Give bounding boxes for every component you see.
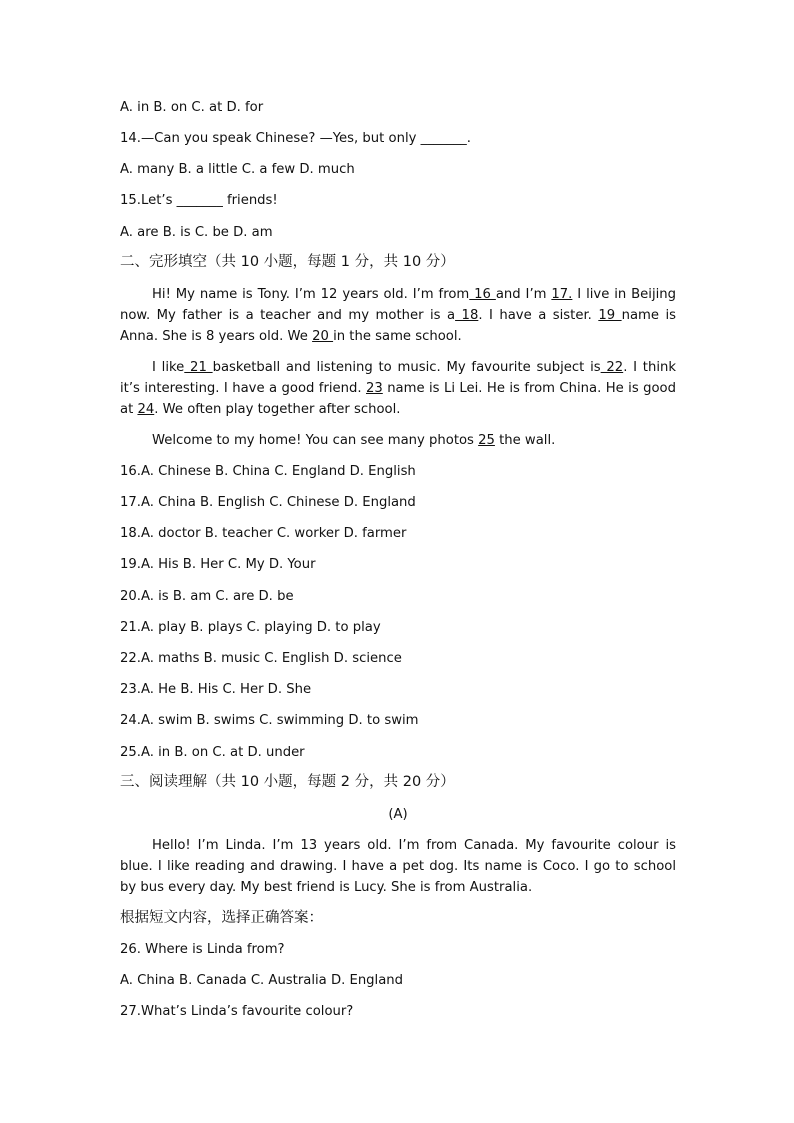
blank-17: 17.: [551, 287, 573, 302]
q14-stem: 14.—Can you speak Chinese? —Yes, but only _______.: [120, 131, 471, 146]
blank-19: 19: [598, 308, 622, 323]
q15-options: A. are B. is C. be D. am: [120, 225, 273, 240]
option-line-20: 20.A. is B. am C. are D. be: [120, 589, 294, 604]
q14-options: A. many B. a little C. a few D. much: [120, 162, 355, 177]
blank-16: 16: [469, 287, 496, 302]
q15-stem: 15.Let’s _______ friends!: [120, 193, 278, 208]
blank-21: 21: [184, 360, 213, 375]
blank-18: 18: [455, 308, 479, 323]
section3-heading: 三、阅读理解（共 10 小题，每题 2 分，共 20 分）: [120, 774, 455, 790]
section2-heading: 二、完形填空（共 10 小题，每题 1 分，共 10 分）: [120, 254, 455, 270]
cloze-paragraph-1: Hi! My name is Tony. I’m 12 years old. I’m from 16 and I’m 17. I live in Beijing now. My father is a teacher and my mother is a 18. I have a sister. 19 name is Anna. She is 8 years old. We 20 in the same school.: [120, 287, 677, 344]
blank-22: 22: [600, 360, 624, 375]
option-line-24: 24.A. swim B. swims C. swimming D. to swim: [120, 713, 419, 728]
option-line-25: 25.A. in B. on C. at D. under: [120, 745, 305, 760]
blank-20: 20: [312, 329, 334, 344]
option-line-17: 17.A. China B. English C. Chinese D. England: [120, 495, 416, 510]
cloze-paragraph-3: Welcome to my home! You can see many photos 25 the wall.: [152, 433, 556, 448]
passage-label: (A): [388, 807, 408, 822]
reading-passage: Hello! I’m Linda. I’m 13 years old. I’m from Canada. My favourite colour is blue. I like reading and drawing. I have a pet dog. Its name is Coco. I go to school by bus every day. My best friend is Lucy. She is from Australia.: [120, 838, 676, 895]
blank-25: 25: [478, 433, 495, 448]
cloze-paragraph-2: I like 21 basketball and listening to music. My favourite subject is 22. I think it’s interesting. I have a good friend. 23 name is Li Lei. He is from China. He is good at 24. We often play together after school.: [120, 360, 676, 417]
option-line-21: 21.A. play B. plays C. playing D. to play: [120, 620, 381, 635]
option-line-22: 22.A. maths B. music C. English D. science: [120, 651, 402, 666]
option-line-18: 18.A. doctor B. teacher C. worker D. farmer: [120, 526, 407, 541]
q26-options: A. China B. Canada C. Australia D. England: [120, 973, 404, 988]
blank-23: 23: [366, 381, 383, 396]
reading-instruction: 根据短文内容，选择正确答案：: [120, 910, 323, 926]
option-line-19: 19.A. His B. Her C. My D. Your: [120, 557, 316, 572]
option-line-23: 23.A. He B. His C. Her D. She: [120, 682, 312, 697]
blank-24: 24: [137, 402, 155, 417]
q27-stem: 27.What’s Linda’s favourite colour?: [120, 1004, 354, 1019]
option-line-16: 16.A. Chinese B. China C. England D. English: [120, 464, 416, 479]
q13-options: A. in B. on C. at D. for: [120, 100, 264, 115]
q26-stem: 26. Where is Linda from?: [120, 942, 285, 957]
